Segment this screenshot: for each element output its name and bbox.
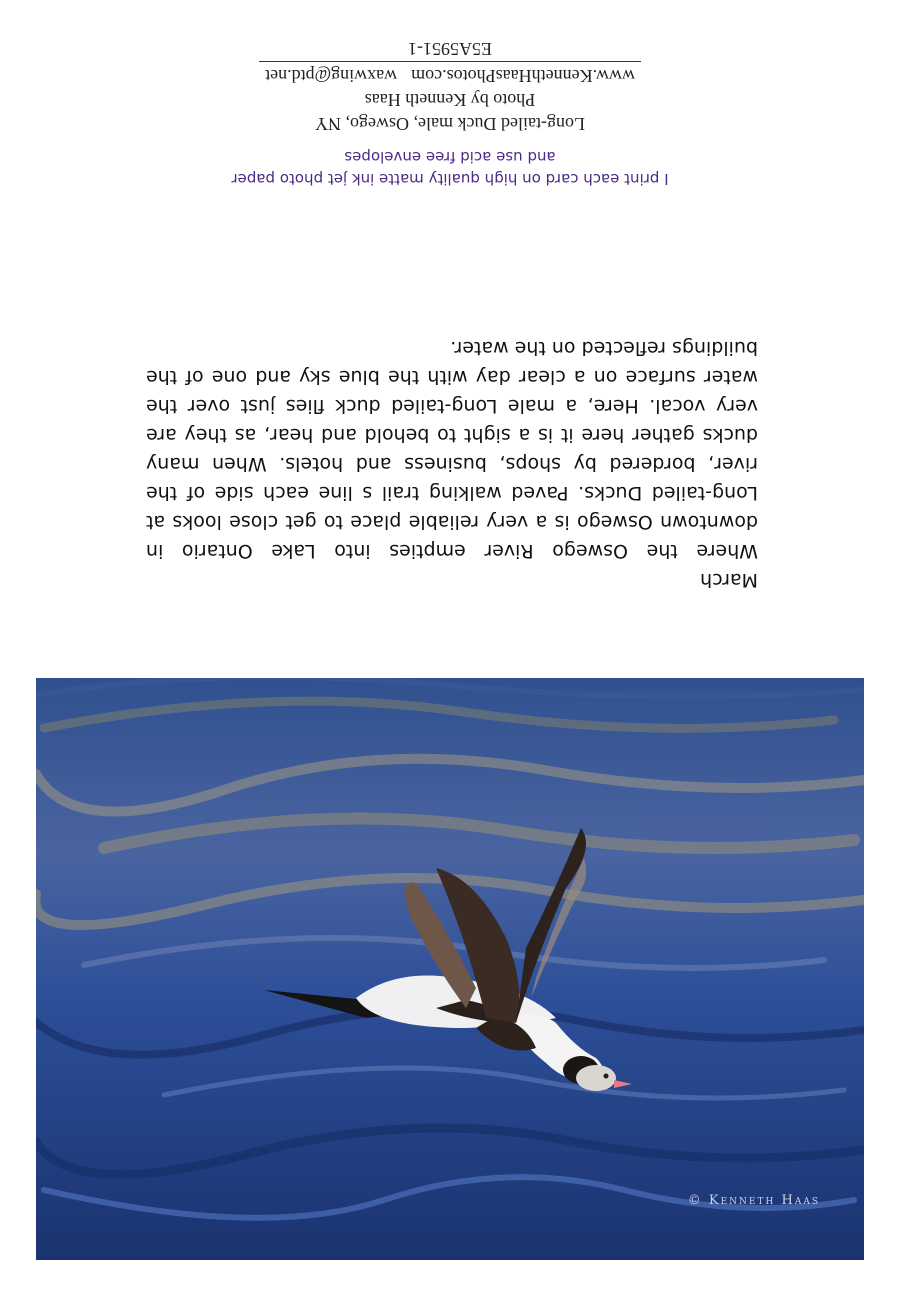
email-link[interactable]: waxwing@ptd.net — [265, 66, 398, 86]
month-label: March — [700, 569, 758, 591]
credits-photographer: Photo by Kenneth Haas — [364, 90, 536, 110]
description-paragraph: Where the Oswego River empties into Lake Ontario in downtown Oswego is a very reliable place to get close looks at Long-tailed Ducks. Paved walking trail s line each side of the river, bordered by shops, business and hotels. When many ducks gather here it is a sight to behold and hear, as they are very vocal. Here, a male Long-tailed duck flies just over the water surface on a clear day with the blue sky and one of the buildings reflected on the water. — [146, 337, 758, 562]
credits-title: Long-tailed Duck male, Oswego, NY — [315, 114, 585, 134]
description-block — [146, 333, 758, 594]
credits-links — [259, 61, 641, 88]
print-note-line1: I print each card on high quality matte ink jet photo paper — [231, 170, 669, 188]
print-note — [160, 146, 740, 190]
website-link[interactable]: www.KennethHaasPhotos.com — [411, 66, 635, 86]
photo-copyright: © Kenneth Haas — [687, 1193, 820, 1208]
photo-credits — [200, 37, 700, 136]
credits-code: E5A5951-1 — [408, 39, 492, 59]
print-note-line2: and use acid free envelopes — [344, 148, 556, 166]
